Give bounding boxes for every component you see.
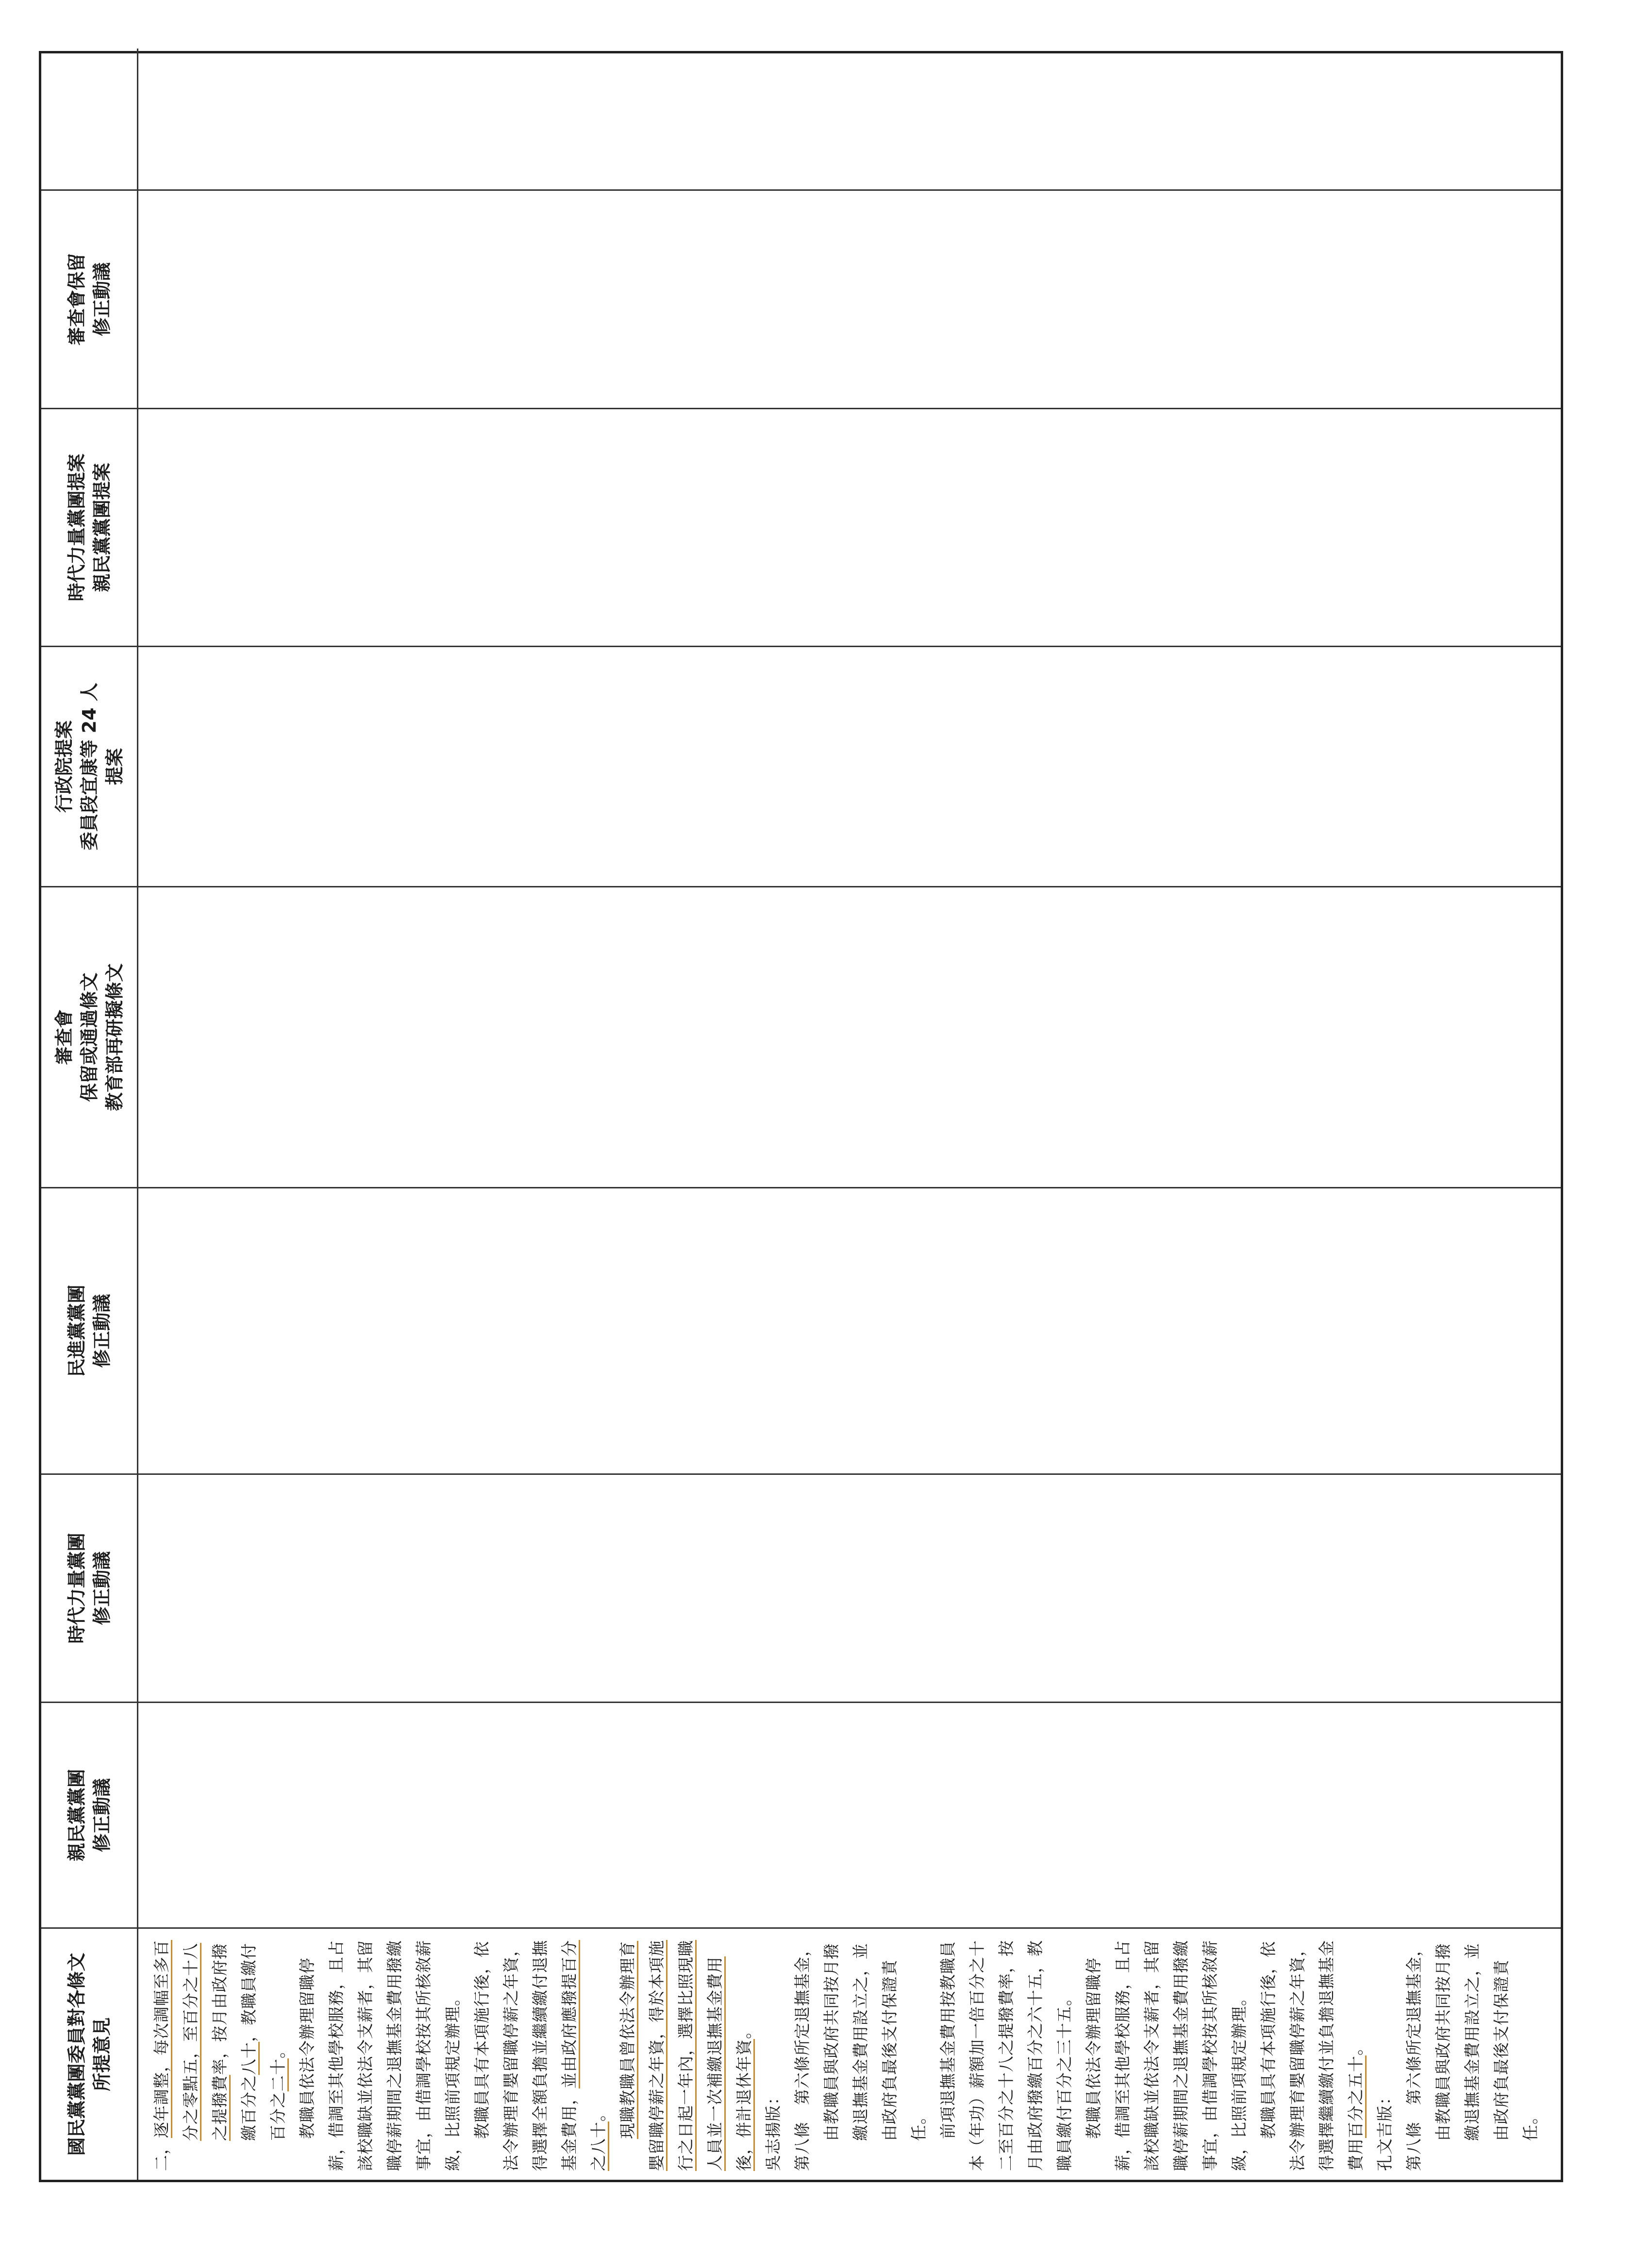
npp-motion-cell: [138, 1473, 1561, 1702]
header-npp-motion: [41, 1473, 138, 1702]
reserved-motion-cell: [138, 189, 1561, 408]
marked-text: 八十: [239, 2042, 258, 2075]
paragraph-secondment: 教職員依法令辦理留職停薪，借調至其他學校服務，且占該校職缺並依法令支薪者，其留職停薪期間之退撫基金費用撥繳事宜，由借調學校按其所核敘薪級，比照前項規定辦理。: [298, 1940, 462, 2171]
header-npp-line2: 修正動議: [91, 1551, 113, 1625]
header-pfp-line1: 親民黨黨團: [66, 1769, 87, 1862]
pfp-motion-cell: [138, 1702, 1561, 1927]
marked-text: 逐年調整，每次調幅至多百分之零點五，至百分之十八之提撥費: [152, 1940, 229, 2141]
npp-pfp-proposal-cell: [138, 408, 1561, 646]
header-dpp-line2: 修正動議: [91, 1294, 113, 1368]
comparison-table: [39, 51, 1563, 2182]
marked-text: 二十: [268, 2058, 287, 2091]
marked-text: 現職教職員曾依法令辦理育嬰留職停薪之年資，得於本項施行之日起一年內，選擇比照現職人員並一次補繳退撫基金費用後，併計退休年資: [618, 1940, 753, 2171]
header-review-line1: 審查會: [53, 1009, 75, 1065]
kong-article-8: 第八條 第六條所定退撫基金，由教職員與政府共同按月撥繳退撫基金費用設立之，並由政府負最後支付保證責任。: [1404, 1940, 1540, 2171]
blank-cell: [138, 49, 1561, 189]
header-ey-line3: 提案: [103, 748, 125, 785]
item-2: 二，逐年調整，每次調幅至多百分之零點五，至百分之十八之提撥費率，按月由政府撥繳百分之八十，教職員繳付百分之二十。: [152, 1940, 287, 2171]
header-ey-line2: 委員段宜康等 24 人: [78, 683, 100, 851]
header-dpp-line1: 民進黨黨團: [66, 1285, 87, 1377]
wu-paragraph-2: 前項退撫基金費用按教職員本（年功）薪額加一倍百分之十二至百分之十八之提撥費率，按月由政府撥繳百分之六十五，教職員繳付百分之三十五。: [938, 1940, 1074, 2171]
header-npp-pfp-proposal: [41, 408, 138, 646]
marked-text: 百分之五十: [1346, 2055, 1365, 2138]
wu-paragraph-4: 教職員具有本項施行後，依法令辦理育嬰留職停薪之年資，得選擇繼續繳付並負擔退撫基金費用百分之五十。: [1259, 1940, 1365, 2171]
header-reserved-line2: 修正動議: [91, 262, 113, 336]
header-blank: [41, 49, 138, 189]
dpp-motion-cell: [138, 1187, 1561, 1473]
header-review-committee: [41, 886, 138, 1187]
header-proposal-line1: 時代力量黨團提案: [66, 453, 87, 601]
header-reserved-motion: [41, 189, 138, 408]
review-committee-cell: [138, 886, 1561, 1187]
header-kmt-line1: 國民黨黨團委員對各條文: [66, 1953, 87, 2156]
header-reserved-line1: 審查會保留: [66, 253, 87, 346]
header-proposal-line2: 親民黨黨團提案: [91, 463, 113, 592]
header-kmt-opinions: [41, 1927, 138, 2180]
wu-article-8: 第八條 第六條所定退撫基金，由教職員與政府共同按月撥繳退撫基金費用設立之，並由政府負最後支付保證責任。: [793, 1940, 928, 2171]
header-ey-line1: 行政院提案: [53, 720, 75, 813]
header-npp-line1: 時代力量黨團: [66, 1533, 87, 1644]
header-kmt-line2: 所提意見: [91, 2017, 113, 2091]
header-pfp-line2: 修正動議: [91, 1778, 113, 1853]
proposer-wu: 吳志揚版：: [764, 2088, 783, 2171]
kmt-opinions-cell: [138, 1927, 1561, 2180]
header-executive-yuan: [41, 646, 138, 886]
header-dpp-motion: [41, 1187, 138, 1473]
paragraph-parental-leave: 教職員具有本項施行後，依法令辦理育嬰留職停薪之年資，得選擇全額負擔並繼續繳付退撫基金費用，並由政府應撥提百分之八十。: [472, 1940, 608, 2171]
wu-paragraph-3: 教職員依法令辦理留職停薪，借調至其他學校服務，且占該校職缺並依法令支薪者，其留職停薪期間之退撫基金費用撥繳事宜，由借調學校按其所核敘薪級，比照前項規定辦理。: [1084, 1940, 1249, 2171]
executive-yuan-cell: [138, 646, 1561, 886]
header-review-line2: 保留或通過條文: [78, 972, 100, 1102]
paragraph-current-staff: 現職教職員曾依法令辦理育嬰留職停薪之年資，得於本項施行之日起一年內，選擇比照現職人員並一次補繳退撫基金費用後，併計退休年資。: [618, 1940, 753, 2171]
marked-text: 並由政府應撥提百分之八十: [560, 1940, 608, 2171]
header-pfp-motion: [41, 1702, 138, 1927]
proposer-kong: 孔文吉版：: [1375, 2088, 1394, 2171]
header-review-line3: 教育部再研擬條文: [103, 963, 125, 1111]
